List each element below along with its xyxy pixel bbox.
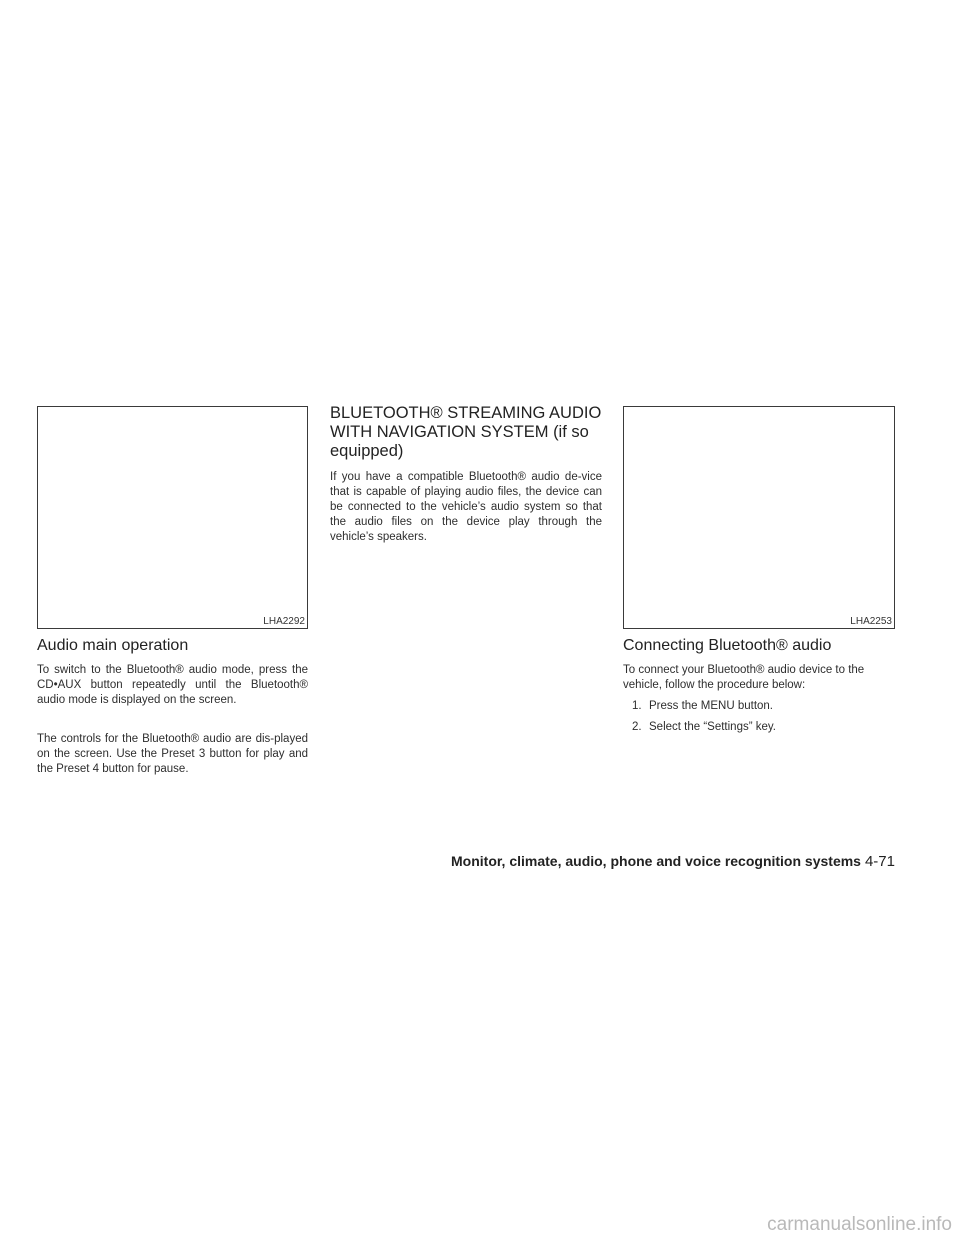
paragraph: To switch to the Bluetooth® audio mode, press the CD•AUX button repeatedly until the Bluetooth® audio mode is displayed on the screen.	[37, 664, 308, 706]
list-item	[632, 699, 892, 714]
heading-line: WITH NAVIGATION SYSTEM (if so	[330, 423, 589, 441]
figure-label: LHA2253	[850, 616, 892, 627]
watermark: carmanualsonline.info	[767, 1214, 952, 1235]
heading-line: equipped)	[330, 442, 404, 460]
figure-lha2292	[37, 406, 308, 629]
procedure-steps	[632, 699, 892, 741]
page-footer	[451, 853, 895, 870]
heading-line: BLUETOOTH® STREAMING AUDIO	[330, 404, 602, 422]
footer-section-title: Monitor, climate, audio, phone and voice recognition systems	[451, 853, 861, 869]
step-text: Select the “Settings” key.	[649, 721, 776, 733]
figure-lha2253	[623, 406, 895, 629]
page-number: 4-71	[864, 853, 895, 870]
figure-label: LHA2292	[263, 616, 305, 627]
list-item	[632, 720, 892, 735]
step-number: 1.	[632, 700, 642, 712]
section-heading-audio-main-operation: Audio main operation	[37, 637, 189, 654]
paragraph: If you have a compatible Bluetooth® audio de-vice that is capable of playing audio files, the device can be connected to the vehicle’s audio system so that the audio files on the device play through the vehicle’s speakers.	[330, 471, 602, 543]
step-number: 2.	[632, 721, 642, 733]
step-text: Press the MENU button.	[649, 700, 773, 712]
section-heading-connecting-bluetooth: Connecting Bluetooth® audio	[623, 637, 832, 654]
section-heading-bluetooth-streaming	[330, 404, 610, 461]
paragraph: To connect your Bluetooth® audio device to the vehicle, follow the procedure below:	[623, 664, 865, 691]
paragraph: The controls for the Bluetooth® audio are dis-played on the screen. Use the Preset 3 button for play and the Preset 4 button for pause.	[37, 733, 308, 775]
